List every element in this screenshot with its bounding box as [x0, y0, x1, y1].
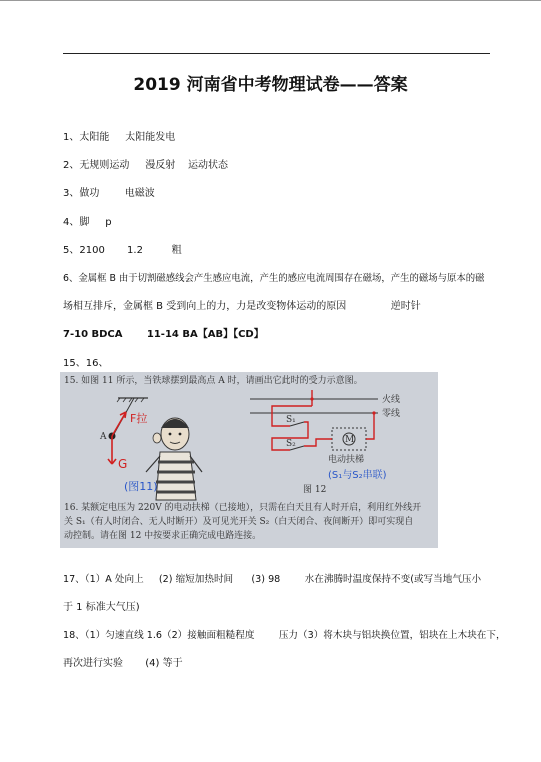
answer-line-4: 4、脚 p	[63, 217, 112, 228]
answer-line-7-14: 7-10 BDCA 11-14 BA【AB】【CD】	[63, 329, 264, 340]
q15-text: 15. 如图 11 所示，当铁球摆到最高点 A 时，请画出它此时的受力示意图。	[64, 376, 363, 386]
figure-12-caption: 图 12	[303, 485, 327, 495]
q16-text-line-1: 16. 某额定电压为 220V 的电动扶梯（已接地），只需在白天且有人时开启，利用红外线开	[64, 503, 422, 513]
motor-label: 电动扶梯	[328, 455, 365, 465]
answer-line-6a: 6、金属框 B 由于切割磁感线会产生感应电流，产生的感应电流周围存在磁场，产生的磁场与原本的磁	[63, 273, 485, 284]
q16-text-line-2: 关 S₁（有人时闭合、无人时断开）及可见光开关 S₂（白天闭合、夜间断开）即可实现自	[64, 517, 414, 527]
page-title: 2019 河南省中考物理试卷——答案	[133, 75, 408, 95]
hand-fig11-note: (图11)	[124, 480, 158, 493]
hand-g-label: G	[118, 457, 128, 471]
answer-line-1: 1、太阳能 太阳能发电	[63, 132, 176, 143]
motor-symbol: M	[345, 435, 355, 445]
answer-line-18b: 再次进行实验 (4) 等于	[63, 658, 183, 669]
neutral-wire-label: 零线	[382, 409, 401, 419]
page-top-border	[0, 0, 541, 1]
answer-line-15-16: 15、16、	[63, 358, 109, 369]
header-rule	[63, 53, 490, 54]
answer-line-18a: 18、（1）匀速直线 1.6（2）接触面粗糙程度 压力（3）将木块与铝块换位置，铝块在上木块在下，	[63, 630, 506, 641]
answer-line-5: 5、2100 1.2 粗	[63, 245, 182, 256]
switch-s1-label: S₁	[286, 415, 296, 425]
answer-line-3: 3、做功 电磁波	[63, 188, 155, 199]
switch-s2-label: S₂	[286, 439, 296, 449]
point-a-label: A	[100, 432, 107, 442]
answer-line-17a: 17、（1）A 处向上 (2) 缩短加热时间 (3) 98 水在沸腾时温度保持不变(或写当地气压小	[63, 574, 482, 585]
hand-series-note: (S₁与S₂串联)	[328, 470, 387, 481]
scanned-figure-15-16	[60, 372, 438, 548]
answer-line-2: 2、无规则运动 漫反射 运动状态	[63, 160, 228, 171]
answer-line-17b: 于 1 标准大气压)	[63, 602, 140, 613]
answer-line-6b: 场相互排斥，金属框 B 受到向上的力，力是改变物体运动的原因 逆时针	[63, 301, 421, 312]
q16-text-line-3: 动控制。请在图 12 中按要求正确完成电路连接。	[64, 531, 262, 541]
hand-f-label: F拉	[130, 412, 148, 425]
live-wire-label: 火线	[382, 395, 401, 405]
